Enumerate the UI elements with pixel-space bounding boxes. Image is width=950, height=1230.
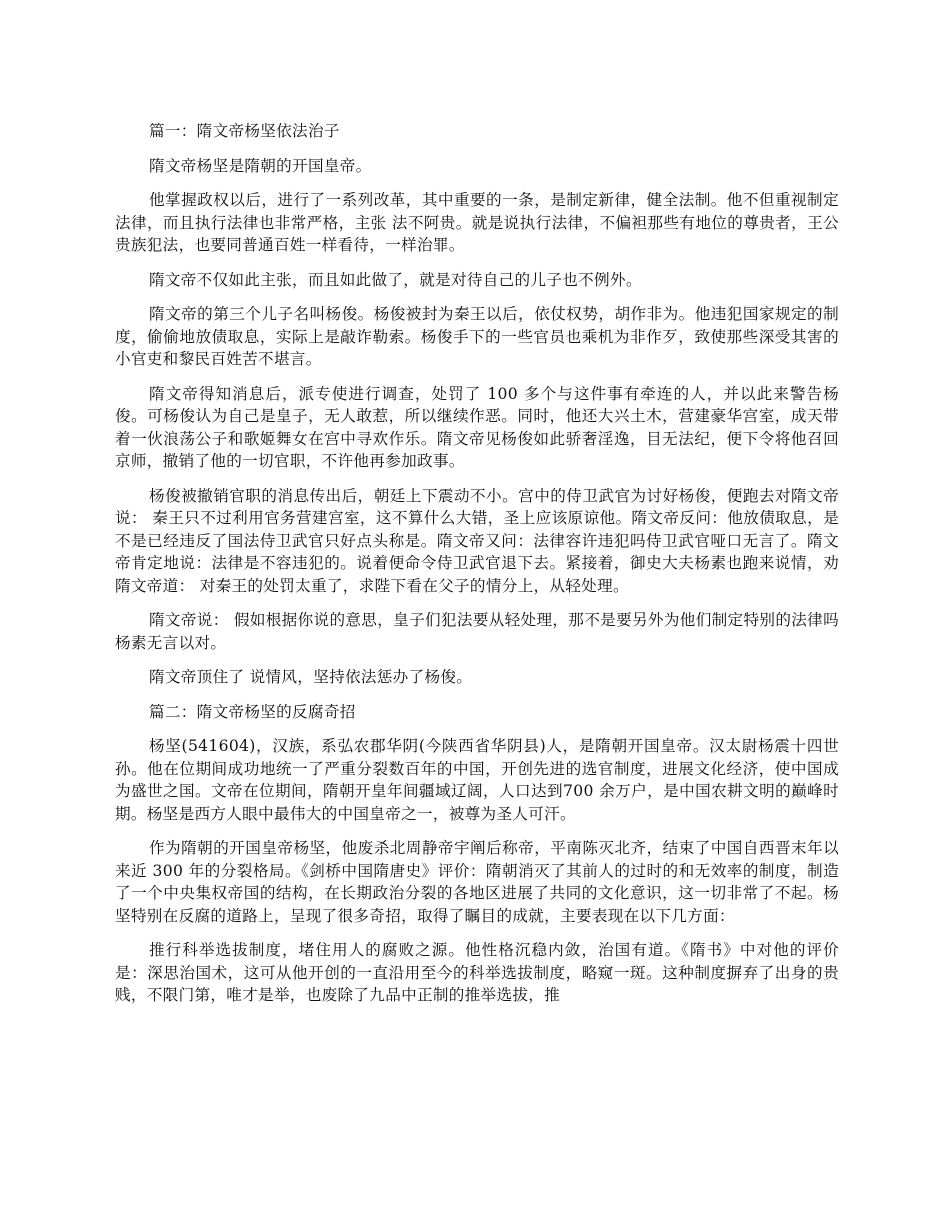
paragraph: 他掌握政权以后，进行了一系列改革，其中重要的一条，是制定新律，健全法制。他不但重视制定法律，而且执行法律也非常严格，主张 法不阿贵。就是说执行法律，不偏袒那些有地位的尊贵者，王公贵族犯法，也要同普通百姓一样看待，一样治罪。 bbox=[115, 191, 839, 254]
section-heading-2: 篇二：隋文帝杨坚的反腐奇招 bbox=[149, 702, 356, 721]
paragraph: 杨俊被撤销官职的消息传出后，朝廷上下震动不小。宫中的侍卫武官为讨好杨俊，便跑去对隋文帝说： 秦王只不过利用官务营建宫室，这不算什么大错，圣上应该原谅他。隋文帝反问：他放债取息，是不是已经违反了国法侍卫武官只好点头称是。隋文帝又问：法律容许违犯吗侍卫武官哑口无言了。隋文帝肯定地说：法律是不容违犯的。说着便命令侍卫武官退下去。紧接着，御史大夫杨素也跑来说情，劝隋文帝道： 对秦王的处罚太重了，求陛下看在父子的情分上，从轻处理。 bbox=[115, 486, 839, 595]
paragraph: 杨坚(541604)，汉族，系弘农郡华阴(今陕西省华阴县)人，是隋朝开国皇帝。汉太尉杨震十四世孙。他在位期间成功地统一了严重分裂数百年的中国，开创先进的选官制度，进展文化经济，使中国成为盛世之国。文帝在位期间，隋朝开皇年间疆域辽阔，人口达到700 余万户，是中国农耕文明的巅峰时期。杨坚是西方人眼中最伟大的中国皇帝之一，被尊为圣人可汗。 bbox=[115, 737, 839, 823]
document-page bbox=[115, 118, 839, 1019]
paragraph: 推行科举选拔制度，堵住用人的腐败之源。他性格沉稳内敛，治国有道。《隋书》中对他的评价是：深思治国术，这可从他开创的一直沿用至今的科举选拔制度，略窥一斑。这种制度摒弃了出身的贵贱，不限门第，唯才是举，也废除了九品中正制的推举选拔，推 bbox=[115, 941, 839, 1004]
paragraph: 隋文帝杨坚是隋朝的开国皇帝。 bbox=[149, 156, 372, 175]
section-heading-1: 篇一：隋文帝杨坚依法治子 bbox=[149, 122, 340, 140]
paragraph: 隋文帝不仅如此主张，而且如此做了，就是对待自己的儿子也不例外。 bbox=[149, 270, 642, 289]
paragraph: 作为隋朝的开国皇帝杨坚，他废杀北周静帝宇阐后称帝，平南陈灭北齐，结束了中国自西晋末年以来近 300 年的分裂格局。《剑桥中国隋唐史》评价：隋朝消灭了其前人的过时的和无效率的制度，制造了一个中央集权帝国的结构，在长期政治分裂的各地区进展了共同的文化意识，这一切非常了不起。杨坚特别在反腐的道路上，呈现了很多奇招，取得了瞩目的成就，主要表现在以下几方面： bbox=[115, 839, 839, 925]
paragraph: 隋文帝说： 假如根据你说的意思，皇子们犯法要从轻处理，那不是要另外为他们制定特别的法律吗杨素无言以对。 bbox=[115, 611, 839, 652]
paragraph: 隋文帝的第三个儿子名叫杨俊。杨俊被封为秦王以后，依仗权势，胡作非为。他违犯国家规定的制度，偷偷地放债取息，实际上是敲诈勒索。杨俊手下的一些官员也乘机为非作歹，致使那些深受其害的小官吏和黎民百姓苦不堪言。 bbox=[115, 305, 839, 368]
paragraph: 隋文帝顶住了 说情风，坚持依法惩办了杨俊。 bbox=[149, 668, 473, 686]
paragraph: 隋文帝得知消息后，派专使进行调查，处罚了 100 多个与这件事有牵连的人，并以此来警告杨俊。可杨俊认为自己是皇子，无人敢惹，所以继续作恶。同时，他还大兴土木，营建豪华宫室，成天带着一伙浪荡公子和歌姬舞女在宫中寻欢作乐。隋文帝见杨俊如此骄奢淫逸，目无法纪，便下令将他召回京师，撤销了他的一切官职，不许他再参加政事。 bbox=[115, 384, 839, 470]
